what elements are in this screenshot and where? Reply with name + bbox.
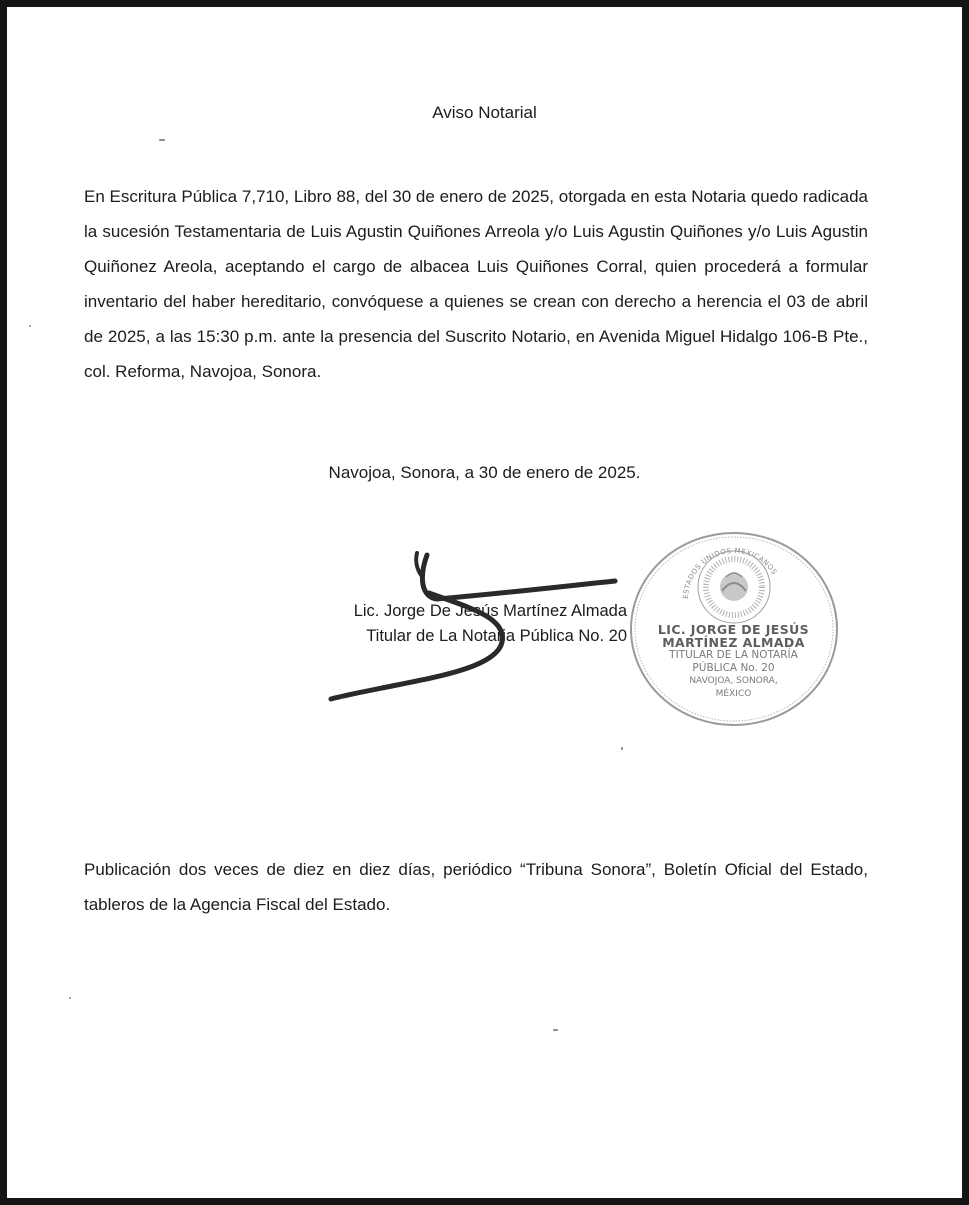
signer-title: Titular de La Notaria Pública No. 20 — [366, 627, 627, 645]
seal-line-3: TITULAR DE LA NOTARÍA — [669, 649, 798, 661]
scan-speck — [29, 325, 31, 327]
scan-speck — [553, 1029, 558, 1031]
seal-ring-text: ESTADOS UNIDOS MEXICANOS — [681, 546, 779, 600]
seal-line-1: LIC. JORGE DE JESÚS — [657, 622, 810, 637]
signer-name: Lic. Jorge De Jesús Martínez Almada — [353, 602, 627, 620]
publication-note: Publicación dos veces de diez en diez días, periódico “Tribuna Sonora”, Boletín Oficial del Estado, tableros de la Agencia Fiscal del Estado. — [84, 860, 868, 914]
seal-line-6: MÉXICO — [715, 689, 752, 699]
scan-speck — [621, 747, 623, 750]
seal-line-4: PÚBLICA No. 20 — [692, 662, 775, 674]
seal-line-2: MARTÍNEZ ALMADA — [662, 635, 805, 650]
notice-title: Aviso Notarial — [432, 103, 537, 122]
seal-line-5: NAVOJOA, SONORA, — [689, 676, 778, 686]
scan-speck — [69, 997, 71, 999]
notice-body: En Escritura Pública 7,710, Libro 88, del 30 de enero de 2025, otorgada en esta Notaria quedo radicada la sucesión Testamentaria de Luis Agustin Quiñones Arreola y/o Luis Agustin Quiñones y/o Luis Agustin Quiñonez Areola, aceptando el cargo de albacea Luis Quiñones Corral, quien procederá a formular inventario del haber hereditario, convóquese a quienes se crean con derecho a herencia el 03 de abril de 2025, a las 15:30 p.m. ante la presencia del Suscrito Notario, en Avenida Miguel Hidalgo 106-B Pte., col. Reforma, Navojoa, Sonora. — [84, 187, 868, 381]
seal-text-block — [626, 623, 841, 701]
scan-speck — [159, 139, 165, 141]
signature-icon — [317, 547, 637, 717]
place-and-date: Navojoa, Sonora, a 30 de enero de 2025. — [328, 463, 641, 482]
